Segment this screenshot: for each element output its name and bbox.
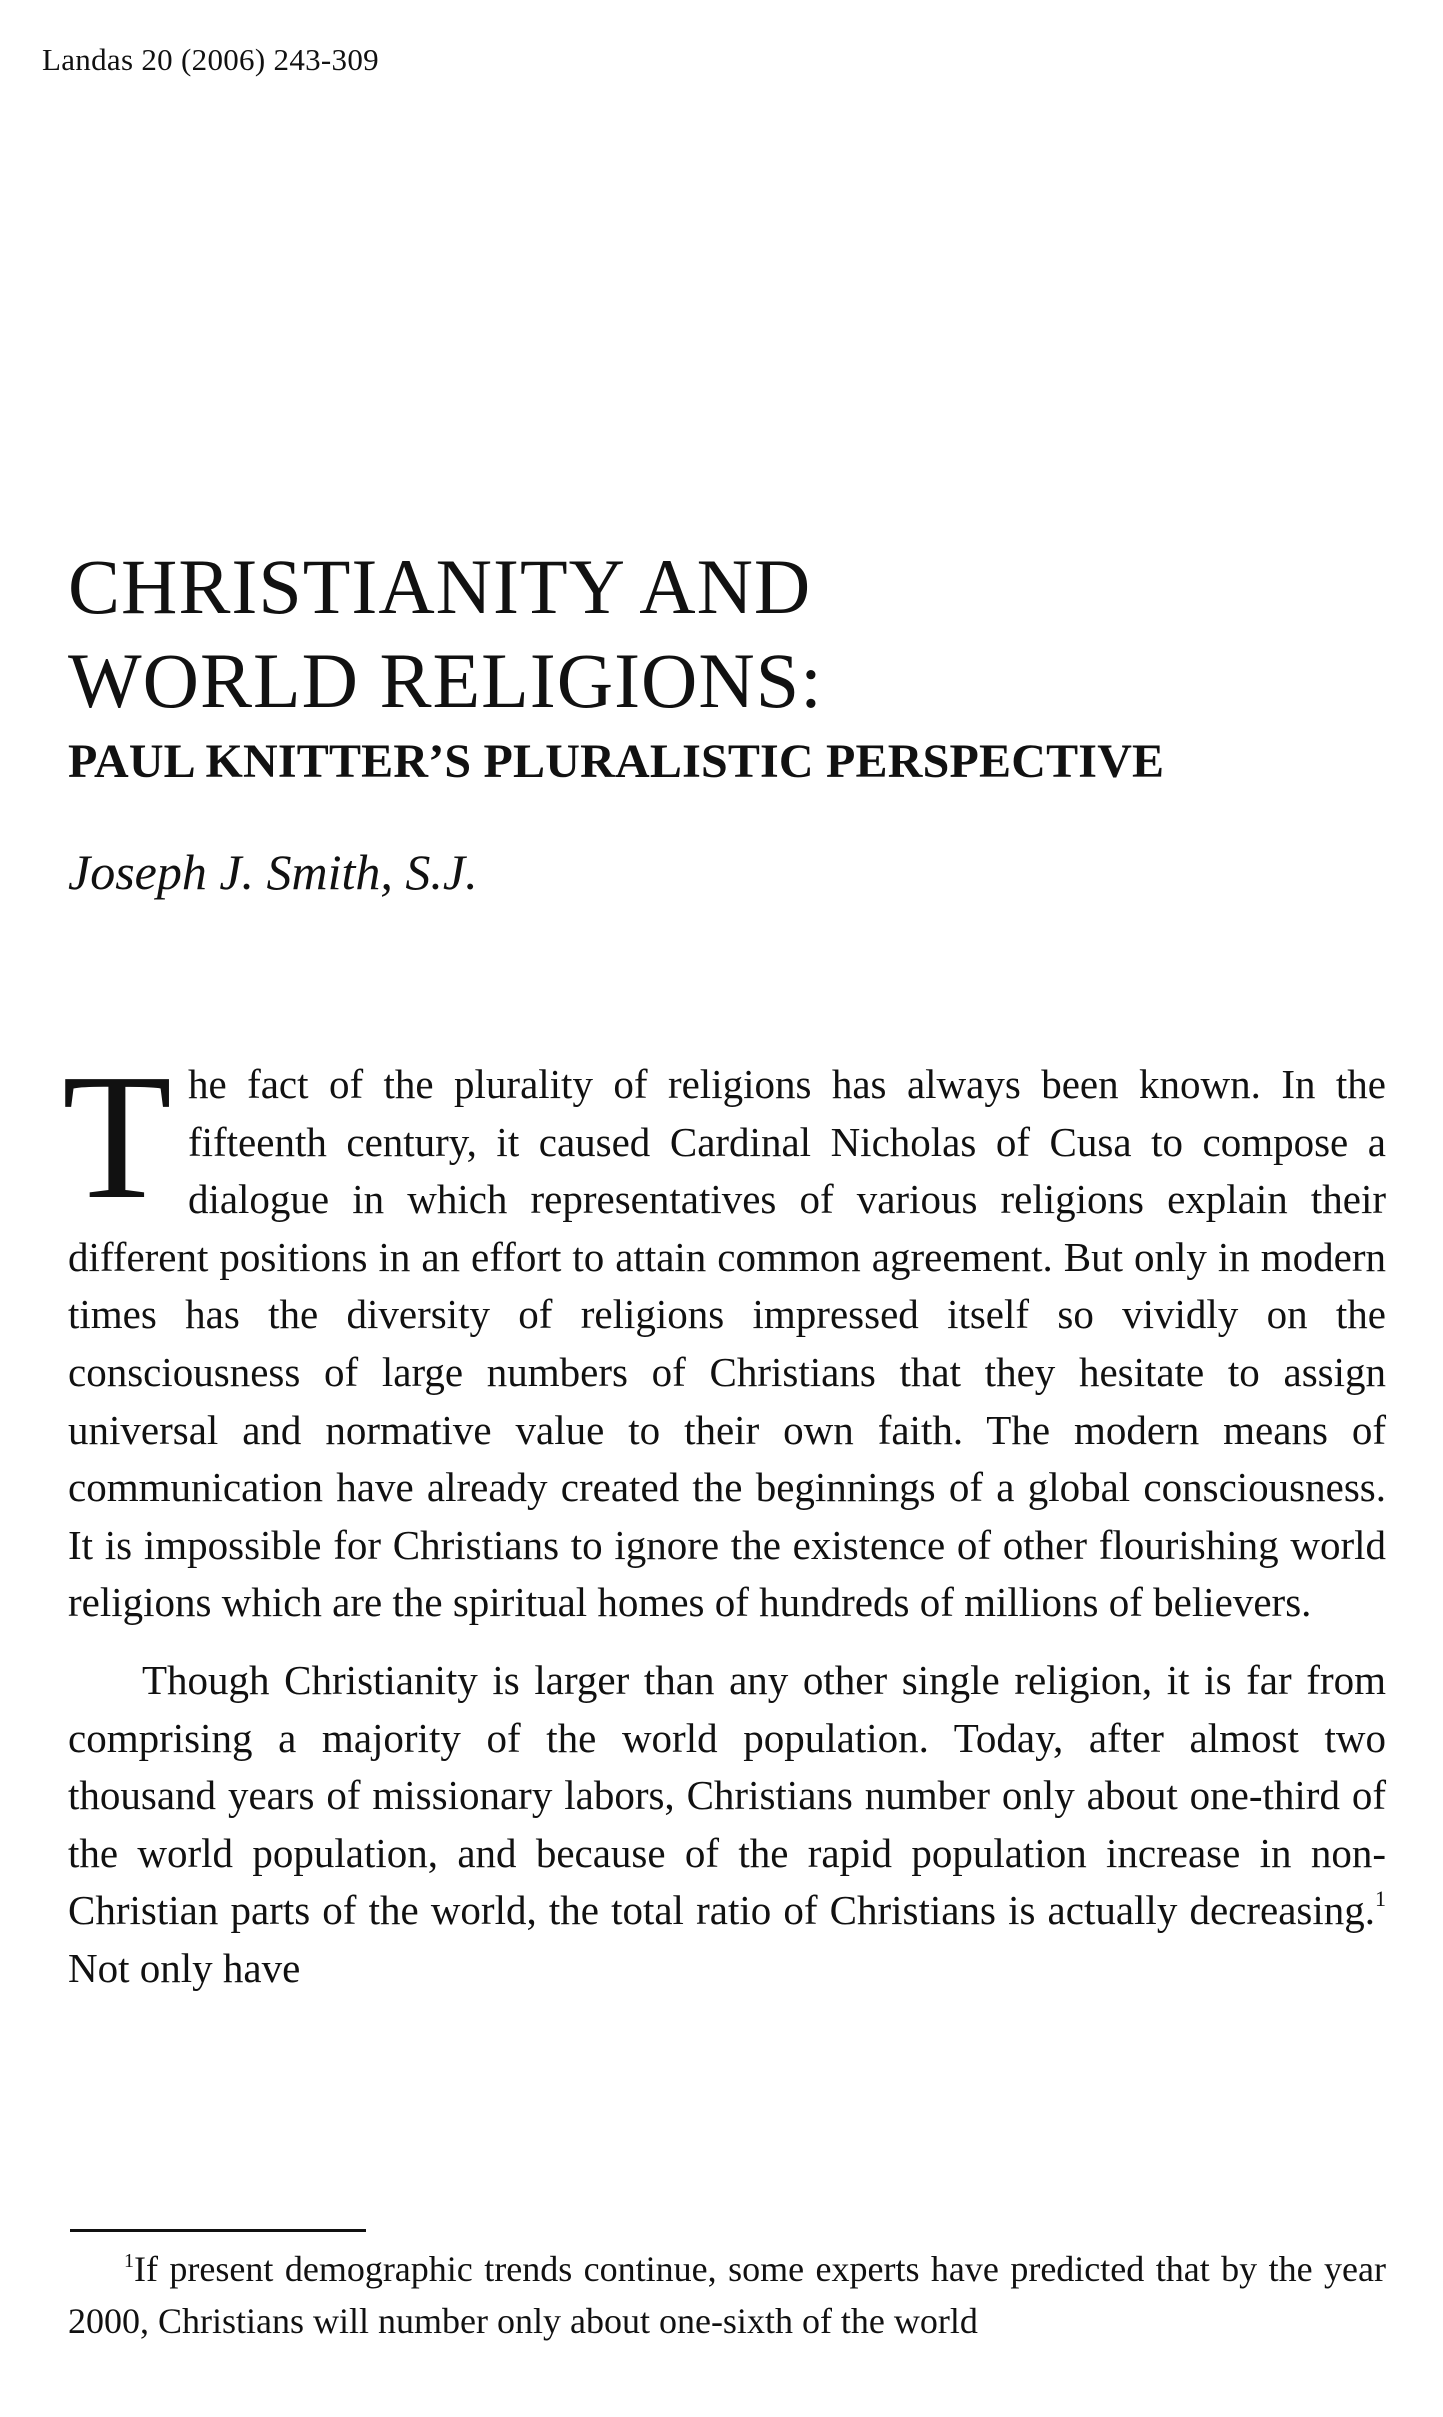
- author-byline: Joseph J. Smith, S.J.: [68, 844, 478, 900]
- footnote-separator: [70, 2229, 366, 2232]
- title-line-1: CHRISTIANITY AND: [68, 543, 812, 630]
- paragraph-1-text: he fact of the plurality of religions has always been known. In the fifteenth century, it caused Cardinal Nicholas of Cusa to compose a dialogue in which representatives of various religions explain their different positions in an effort to attain common agreement. But only in modern times has the diversity of religions impressed itself so vividly on the consciousness of large numbers of Christians that they hesitate to assign universal and normative value to their own faith. The modern means of communication have already created the beginnings of a global consciousness. It is impossible for Christians to ignore the existence of other flourishing world religions which are the spiritual homes of hundreds of millions of believers.: [68, 1061, 1386, 1626]
- running-head: Landas 20 (2006) 243-309: [42, 42, 379, 77]
- article-body: [62, 1037, 1386, 1998]
- subtitle: PAUL KNITTER’S PLURALISTIC PERSPECTIVE: [68, 735, 1165, 788]
- drop-cap: T: [62, 1037, 172, 1236]
- footnote-reference: 1: [1375, 1886, 1386, 1912]
- footnote-text: If present demographic trends continue, some experts have predicted that by the year 2000, Christians will number only about one-sixth of the world: [68, 2249, 1386, 2341]
- article-title-block: [68, 540, 1388, 792]
- footnote-marker: 1: [124, 2250, 134, 2272]
- footnote: [68, 2243, 1386, 2347]
- paragraph-2: [68, 1652, 1386, 1998]
- paragraph-1: [62, 1037, 1386, 1632]
- paragraph-2-continuation: Not only have: [68, 1944, 301, 1991]
- paragraph-2-text: Though Christianity is larger than any other single religion, it is far from comprising a majority of the world population. Today, after almost two thousand years of missionary labors, Christians number only about one-third of the world population, and because of the rapid population increase in non-Christian parts of the world, the total ratio of Christians is actually decreasing.: [68, 1656, 1386, 1934]
- title-line-2: WORLD RELIGIONS:: [68, 637, 823, 724]
